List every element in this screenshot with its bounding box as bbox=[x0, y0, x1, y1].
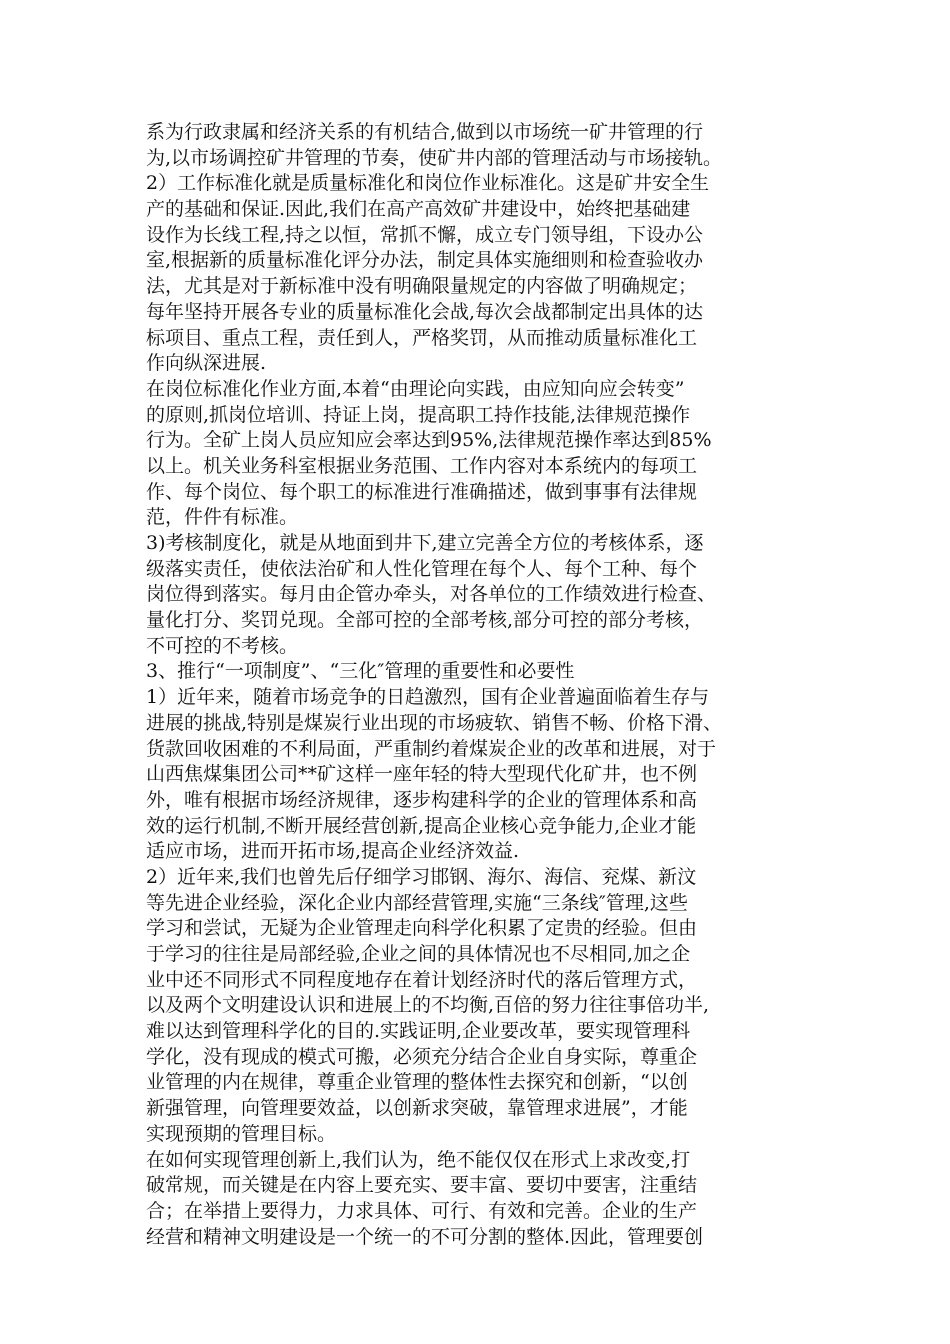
text-line: 3、推行“一项制度”、“三化″管理的重要性和必要性 bbox=[146, 660, 575, 683]
text-line: 作、每个岗位、每个职工的标准进行准确描述，做到事事有法律规 bbox=[146, 480, 698, 503]
text-line: 岗位得到落实。每月由企管办牵头，对各单位的工作绩效进行检查、 bbox=[146, 583, 717, 606]
text-line: 在岗位标准化作业方面,本着“由理论向实践，由应知向应会转变” bbox=[146, 377, 685, 400]
text-line: 适应市场，进而开拓市场,提高企业经济效益. bbox=[146, 840, 520, 863]
text-line: 学习和尝试，无疑为企业管理走向科学化积累了定贵的经验。但由 bbox=[146, 917, 698, 940]
text-line: 经营和精神文明建设是一个统一的不可分割的整体.因此，管理要创 bbox=[146, 1225, 704, 1248]
text-line: 实现预期的管理目标。 bbox=[146, 1122, 337, 1145]
text-line: 范，件件有标准。 bbox=[146, 506, 299, 529]
text-line: 山西焦煤集团公司**矿这样一座年轻的特大型现代化矿井，也不例 bbox=[146, 763, 698, 786]
text-line: 量化打分、奖罚兑现。全部可控的全部考核,部分可控的部分考核， bbox=[146, 609, 704, 632]
text-line: 新强管理，向管理要效益，以创新求突破，靠管理求进展”，才能 bbox=[146, 1097, 688, 1120]
text-line: 产的基础和保证.因此,我们在高产高效矿井建设中，始终把基础建 bbox=[146, 198, 691, 221]
text-line: 外，唯有根据市场经济规律，逐步构建科学的企业的管理体系和高 bbox=[146, 788, 698, 811]
document-body bbox=[146, 120, 826, 1250]
text-line: 标项目、重点工程，责任到人，严格奖罚，从而推动质量标准化工 bbox=[146, 326, 698, 349]
text-line: 学化，没有现成的模式可搬，必须充分结合企业自身实际，尊重企 bbox=[146, 1045, 698, 1068]
text-line: 于学习的往往是局部经验,企业之间的具体情况也不尽相同,加之企 bbox=[146, 943, 691, 965]
text-line: 的原则,抓岗位培训、持证上岗，提高职工持作技能,法律规范操作 bbox=[146, 403, 691, 426]
text-line: 业管理的内在规律，尊重企业管理的整体性去探究和创新，“以创 bbox=[146, 1071, 688, 1094]
text-line: 效的运行机制,不断开展经营创新,提高企业核心竞争能力,企业才能 bbox=[146, 814, 697, 837]
text-line: 2）工作标准化就是质量标准化和岗位作业标准化。这是矿井安全生 bbox=[146, 172, 710, 195]
text-line: 级落实责任，使依法治矿和人性化管理在每个人、每个工种、每个 bbox=[146, 557, 698, 580]
text-line: 室,根据新的质量标准化评分办法，制定具体实施细则和检查验收办 bbox=[146, 249, 704, 272]
text-line: 为,以市场调控矿井管理的节奏，使矿井内部的管理活动与市场接轨。 bbox=[146, 146, 723, 169]
text-line: 以上。机关业务科室根据业务范围、工作内容对本系统内的每项工 bbox=[146, 454, 698, 477]
text-line: 每年坚持开展各专业的质量标准化会战,每次会战都制定出具体的达 bbox=[146, 300, 704, 323]
text-line: 法，尤其是对于新标准中没有明确限量规定的内容做了明确规定； bbox=[146, 275, 698, 298]
text-line: 业中还不同形式不同程度地存在着计划经济时代的落后管理方式， bbox=[146, 968, 698, 991]
text-line: 等先进企业经验，深化企业内部经营管理,实施“三条线″管理,这些 bbox=[146, 891, 688, 914]
text-line: 难以达到管理科学化的目的.实践证明,企业要改革，要实现管理科 bbox=[146, 1020, 691, 1043]
text-line: 作向纵深进展. bbox=[146, 352, 267, 375]
text-line: 进展的挑战,特别是煤炭行业出现的市场疲软、销售不畅、价格下滑、 bbox=[146, 711, 723, 734]
text-line: 设作为长线工程,持之以恒，常抓不懈，成立专门领导组，下设办公 bbox=[146, 223, 704, 246]
text-line: 破常规，而关键是在内容上要充实、要丰富、要切中要害，注重结 bbox=[146, 1174, 698, 1197]
text-line: 3)考核制度化，就是从地面到井下,建立完善全方位的考核体系，逐 bbox=[146, 532, 704, 554]
text-line: 以及两个文明建设认识和进展上的不均衡,百倍的努力往往事倍功半, bbox=[146, 994, 710, 1017]
text-line: 不可控的不考核。 bbox=[146, 634, 299, 657]
text-line: 系为行政隶属和经济关系的有机结合,做到以市场统一矿井管理的行 bbox=[146, 121, 704, 143]
text-line: 2）近年来,我们也曾先后仔细学习邯钢、海尔、海信、兖煤、新汶 bbox=[146, 865, 697, 888]
text-line: 在如何实现管理创新上,我们认为，绝不能仅仅在形式上求改变,打 bbox=[146, 1148, 691, 1171]
text-line: 货款回收困难的不利局面，严重制约着煤炭企业的改革和进展，对于 bbox=[146, 737, 717, 760]
text-line: 1）近年来，随着市场竞争的日趋激烈，国有企业普遍面临着生存与 bbox=[146, 686, 710, 709]
text-line: 行为。全矿上岗人员应知应会率达到95%,法律规范操作率达到85% bbox=[146, 429, 712, 452]
text-line: 合；在举措上要得力，力求具体、可行、有效和完善。企业的生产 bbox=[146, 1199, 698, 1222]
